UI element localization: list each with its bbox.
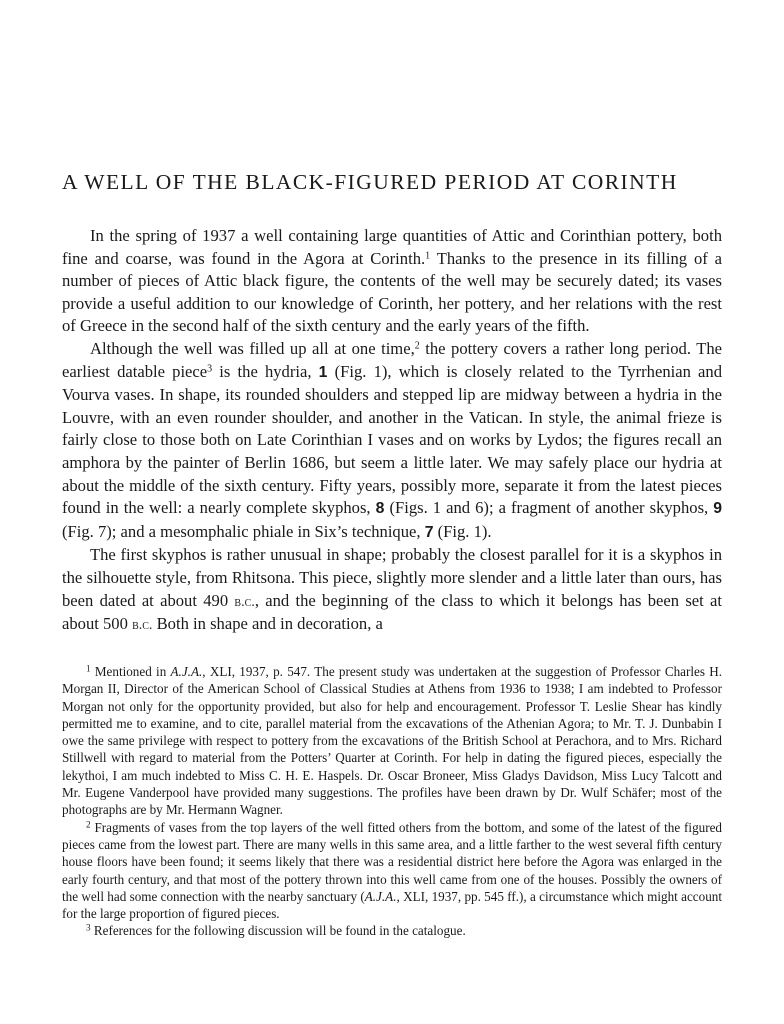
paragraph-3: The first skyphos is rather unusual in shape; probably the closest parallel for it is a skyphos in the silhouette style, from Rhitsona. This piece, slightly more slender and a little later than ours, has been dated at about 490 b.c., and the beginning of the class to which it belongs has been set at about 500 b.c. Both in shape and in decoration, a xyxy=(62,545,723,634)
footnotes xyxy=(62,663,722,940)
footnote-ref-2: 2 xyxy=(414,340,420,352)
footnote-2: $^2$ Fragments of vases from the top layers of the well fitted others from the bottom, and some of the latest of the figured pieces came from the lowest part. There are many wells in this same area, and a little farther to the west several fifth century house floors have been found; it seems likely that there was a residential district here before the Agora was enlarged in the early fourth century, and that most of the pottery thrown into this well came from one of the houses. Possibly the owners of the well had some connection with the nearby sanctuary (A.J.A., XLI, 1937, pp. 545 ff.), a circumstance which might account for the large proportion of figured pieces. xyxy=(62,819,723,922)
body-text xyxy=(62,225,722,637)
catalogue-number: 9 xyxy=(713,500,723,518)
catalogue-number: 1 xyxy=(318,363,328,381)
footnote-ref-3: 3 xyxy=(207,363,213,375)
catalogue-number: 7 xyxy=(424,523,434,541)
article-title: A WELL OF THE BLACK-FIGURED PERIOD AT CORINTH xyxy=(62,170,678,194)
paragraph-2: Although the well was filled up all at one time,$^2$ the pottery covers a rather long period. The earliest datable piece$^3$ is the hydria, 1 (Fig. 1), which is closely related to the Tyrrhenian and Vourva vases. In shape, its rounded shoulders and stepped lip are midway between a hydria in the Louvre, with an even rounder shoulder, and another in the Vatican. In style, the animal frieze is fairly close to those both on Late Corinthian I vases and on works by Lydos; the figures recall an amphora by the painter of Berlin 1686, but seem a little later. We may safely place our hydria at about the middle of the sixth century. Fifty years, possibly more, separate it from the latest pieces found in the well: a nearly complete skyphos, 8 (Figs. 1 and 6); a fragment of another skyphos, 9 (Fig. 7); and a mesomphalic phiale in Six’s technique, 7 (Fig. 1). xyxy=(62,338,723,541)
footnote-3: $^3$ References for the following discussion will be found in the catalogue. xyxy=(86,922,466,939)
paragraph-1: In the spring of 1937 a well containing large quantities of Attic and Corinthian pottery, both fine and coarse, was found in the Agora at Corinth.$^1$ Thanks to the presence in its filling of a number of pieces of Attic black figure, the contents of the well may be securely dated; its vases provide a useful addition to our knowledge of Corinth, her pottery, and her relations with the rest of Greece in the second half of the sixth century and the early years of the fifth. xyxy=(62,226,722,336)
catalogue-number: 8 xyxy=(375,500,385,518)
footnote-1: $^1$ Mentioned in A.J.A., XLI, 1937, p. 547. The present study was undertaken at the suggestion of Professor Charles H. Morgan II, Director of the American School of Classical Studies at Athens from 1936 to 1938; I am indebted to Professor Morgan not only for the opportunity provided, but also for help and encouragement. Professor T. Leslie Shear has kindly permitted me to examine, and to cite, parallel material from the excavations of the Athenian Agora; to Mr. T. J. Dunbabin I owe the same privilege with respect to pottery from the excavations of the British School at Perachora, and to Mrs. Richard Stillwell with regard to material from the Potters’ Quarter at Corinth. For help in dating the figured pieces, especially the lekythoi, I am much indebted to Miss C. H. E. Haspels. Dr. Oscar Broneer, Miss Gladys Davidson, Miss Lucy Talcott and Mr. Eugene Vanderpool have provided many suggestions. The profiles have been drawn by Dr. Wulf Schäfer; most of the photographs are by Mr. Hermann Wagner. xyxy=(62,663,722,818)
footnote-ref-1: 1 xyxy=(425,250,431,262)
